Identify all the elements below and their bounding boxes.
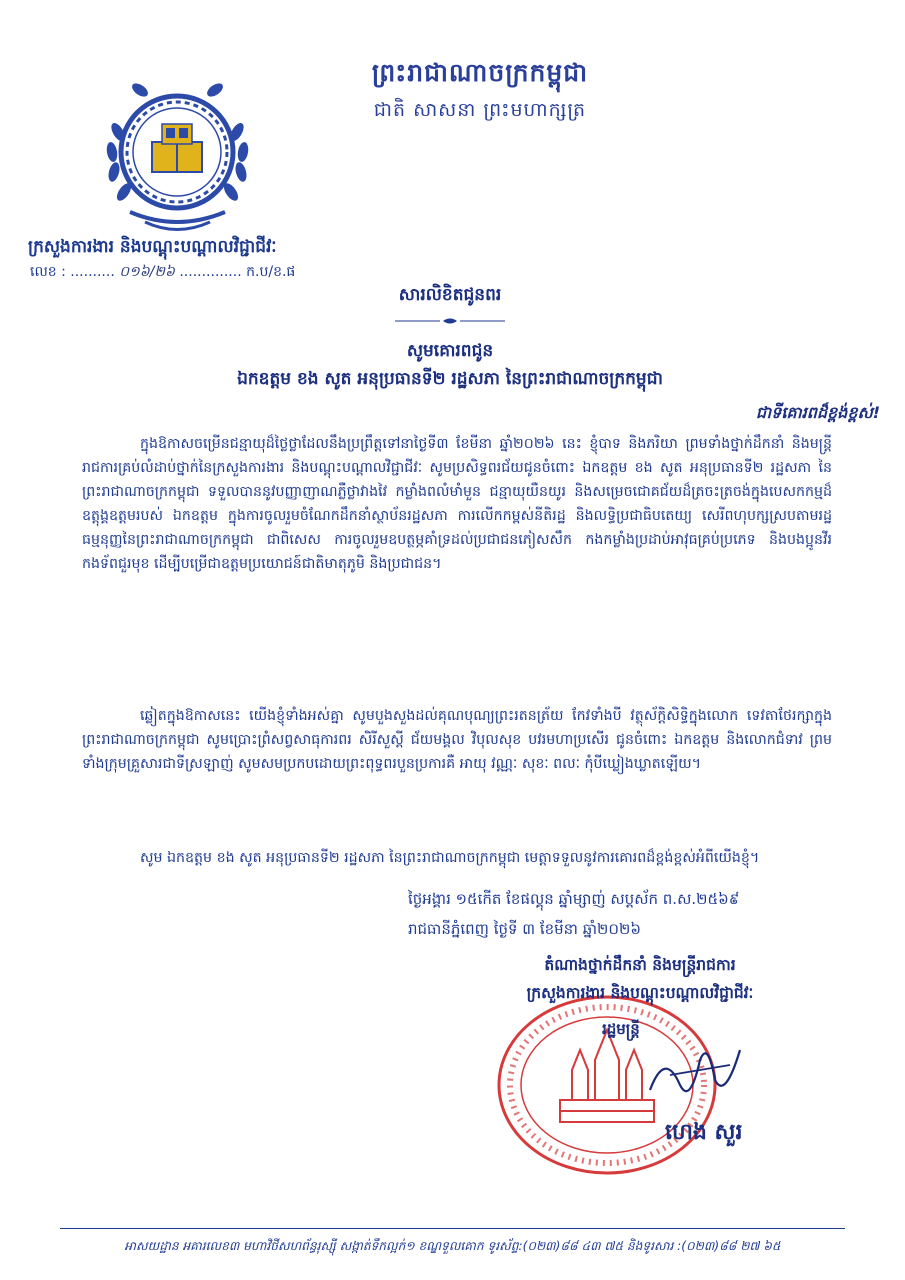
- reference-line: [30, 262, 295, 283]
- salutation: ជាទីគោរពដ៏ខ្ពង់ខ្ពស់!: [755, 403, 880, 422]
- handwritten-signature: [640, 1030, 750, 1110]
- paragraph-1: ក្នុងឱកាសចម្រើនជន្មាយុដ៏ថ្លៃថ្លាដែលនឹងប្រព្រឹត្តទៅនាថ្ងៃទី៣ ខែមីនា ឆ្នាំ២០២៦ នេះ ខ្ញុំបាទ និងភរិយា ព្រមទាំងថ្នាក់ដឹកនាំ និងមន្ត្រីរាជការគ្រប់លំដាប់ថ្នាក់នៃក្រសួងការងារ និងបណ្តុះបណ្តាលវិជ្ជាជីវៈ សូមប្រសិទ្ធពរជ័យជូនចំពោះ ឯកឧត្តម ខង សូត អនុប្រធានទី២ រដ្ឋសភា នៃព្រះរាជាណាចក្រកម្ពុជា ទទួលបាននូវបញ្ញាញាណភ្លឺថ្លាវាងវៃ កម្លាំងពលំមាំមួន ជន្មាយុយឺនយូរ និងសម្រេចជោគជ័យដ៏ត្រចះត្រចង់ក្នុងបេសកកម្មដ៏ឧត្តុង្គឧត្តមរបស់ ឯកឧត្តម ក្នុងការចូលរួមចំណែកដឹកនាំស្ថាប័នរដ្ឋសភា ការលើកកម្ពស់នីតិរដ្ឋ និងលទ្ធិប្រជាធិបតេយ្យ សេរីពហុបក្សស្របតាមរដ្ឋធម្មនុញ្ញនៃព្រះរាជាណាចក្រកម្ពុជា ជាពិសេស ការចូលរួមឧបត្ថម្ភគាំទ្រដល់ប្រជាជនភៀសសឹក កងកម្លាំងប្រដាប់អាវុធគ្រប់ប្រភេទ និងបងប្អូនវីរកងទ័ពជួរមុខ ដើម្បីបម្រើជាឧត្តមប្រយោជន៍ជាតិមាតុភូមិ និងប្រជាជន។: [82, 436, 832, 572]
- reference-dots: ..............: [179, 264, 242, 280]
- divider-ornament: [395, 316, 505, 326]
- signer-position: រដ្ឋមន្ត្រី: [602, 1020, 640, 1038]
- date-lunar: ថ្ងៃអង្គារ ១៥កើត ខែផល្គុន ឆ្នាំម្សាញ់ សប្តស័ក ព.ស.២៥៦៩: [408, 890, 740, 908]
- kingdom-title: ព្រះរាជាណាចក្រកម្ពុជា: [371, 58, 589, 87]
- recipient-line: ឯកឧត្តម ខង សូត អនុប្រធានទី២ រដ្ឋសភា នៃព្រះរាជាណាចក្រកម្ពុជា: [237, 369, 663, 389]
- signatory-line-1: តំណាងថ្នាក់ដឹកនាំ និងមន្ត្រីរាជការ: [544, 956, 736, 974]
- reference-label: លេខ :: [30, 264, 66, 280]
- footer-address: អាសយដ្ឋាន អគារលេខ៣ មហាវិថីសហព័ន្ធរុស្ស៊ី សង្កាត់ទឹកល្អក់១ ខណ្ឌទួលគោក ទូរស័ព្ទ:(០២៣)៨៨ ៤៣ ៧៥ និងទូរសារ :(០២៣)៨៨ ២៧ ៦៥: [124, 1239, 781, 1253]
- sender-ministry: ក្រសួងការងារ និងបណ្តុះបណ្តាលវិជ្ជាជីវៈ: [28, 237, 277, 257]
- signatory-line-2: ក្រសួងការងារ និងបណ្តុះបណ្តាលវិជ្ជាជីវៈ: [526, 984, 754, 1002]
- national-motto: ជាតិ សាសនា ព្រះមហាក្សត្រ: [373, 99, 587, 121]
- document-title: សារលិខិតជូនពរ: [398, 285, 502, 305]
- footer-divider: [60, 1228, 845, 1229]
- paragraph-2: ឆ្លៀតក្នុងឱកាសនេះ យើងខ្ញុំទាំងអស់គ្នា សូមបួងសួងដល់គុណបុណ្យព្រះរតនត្រ័យ កែវទាំងបី វត្ថុស័ក្តិសិទ្ធិក្នុងលោក ទេវតាថែរក្សាក្នុងព្រះរាជាណាចក្រកម្ពុជា សូមប្រោះព្រំសព្វសាធុការពរ សិរីសួស្តី ជ័យមង្គល វិបុលសុខ បវរមហាប្រសើរ ជូនចំពោះ ឯកឧត្តម និងលោកជំទាវ ព្រមទាំងក្រុមគ្រួសារជាទីស្រឡាញ់ សូមសមប្រកបដោយព្រះពុទ្ធពរបួនប្រការគឺ អាយុ វណ្ណៈ សុខៈ ពលៈ កុំបីឃ្លៀងឃ្លាតឡើយ។: [82, 708, 832, 772]
- reference-dots: ..........: [70, 264, 115, 280]
- respect-line: សូមគោរពជូន: [406, 341, 494, 361]
- signer-name: ហេង សួរ: [665, 1120, 743, 1145]
- reference-number: ០១៦/២៦: [119, 264, 175, 280]
- paragraph-3: សូម ឯកឧត្តម ខង សូត អនុប្រធានទី២ រដ្ឋសភា នៃព្រះរាជាណាចក្រកម្ពុជា មេត្តាទទួលនូវការគោរពដ៏ខ្ពង់ខ្ពស់អំពីយើងខ្ញុំ។: [140, 850, 760, 866]
- reference-suffix: ក.ប/ខ.ផ: [246, 264, 296, 280]
- date-solar: រាជធានីភ្នំពេញ ថ្ងៃទី ៣ ខែមីនា ឆ្នាំ២០២៦: [408, 920, 641, 938]
- ministry-logo: [100, 72, 255, 237]
